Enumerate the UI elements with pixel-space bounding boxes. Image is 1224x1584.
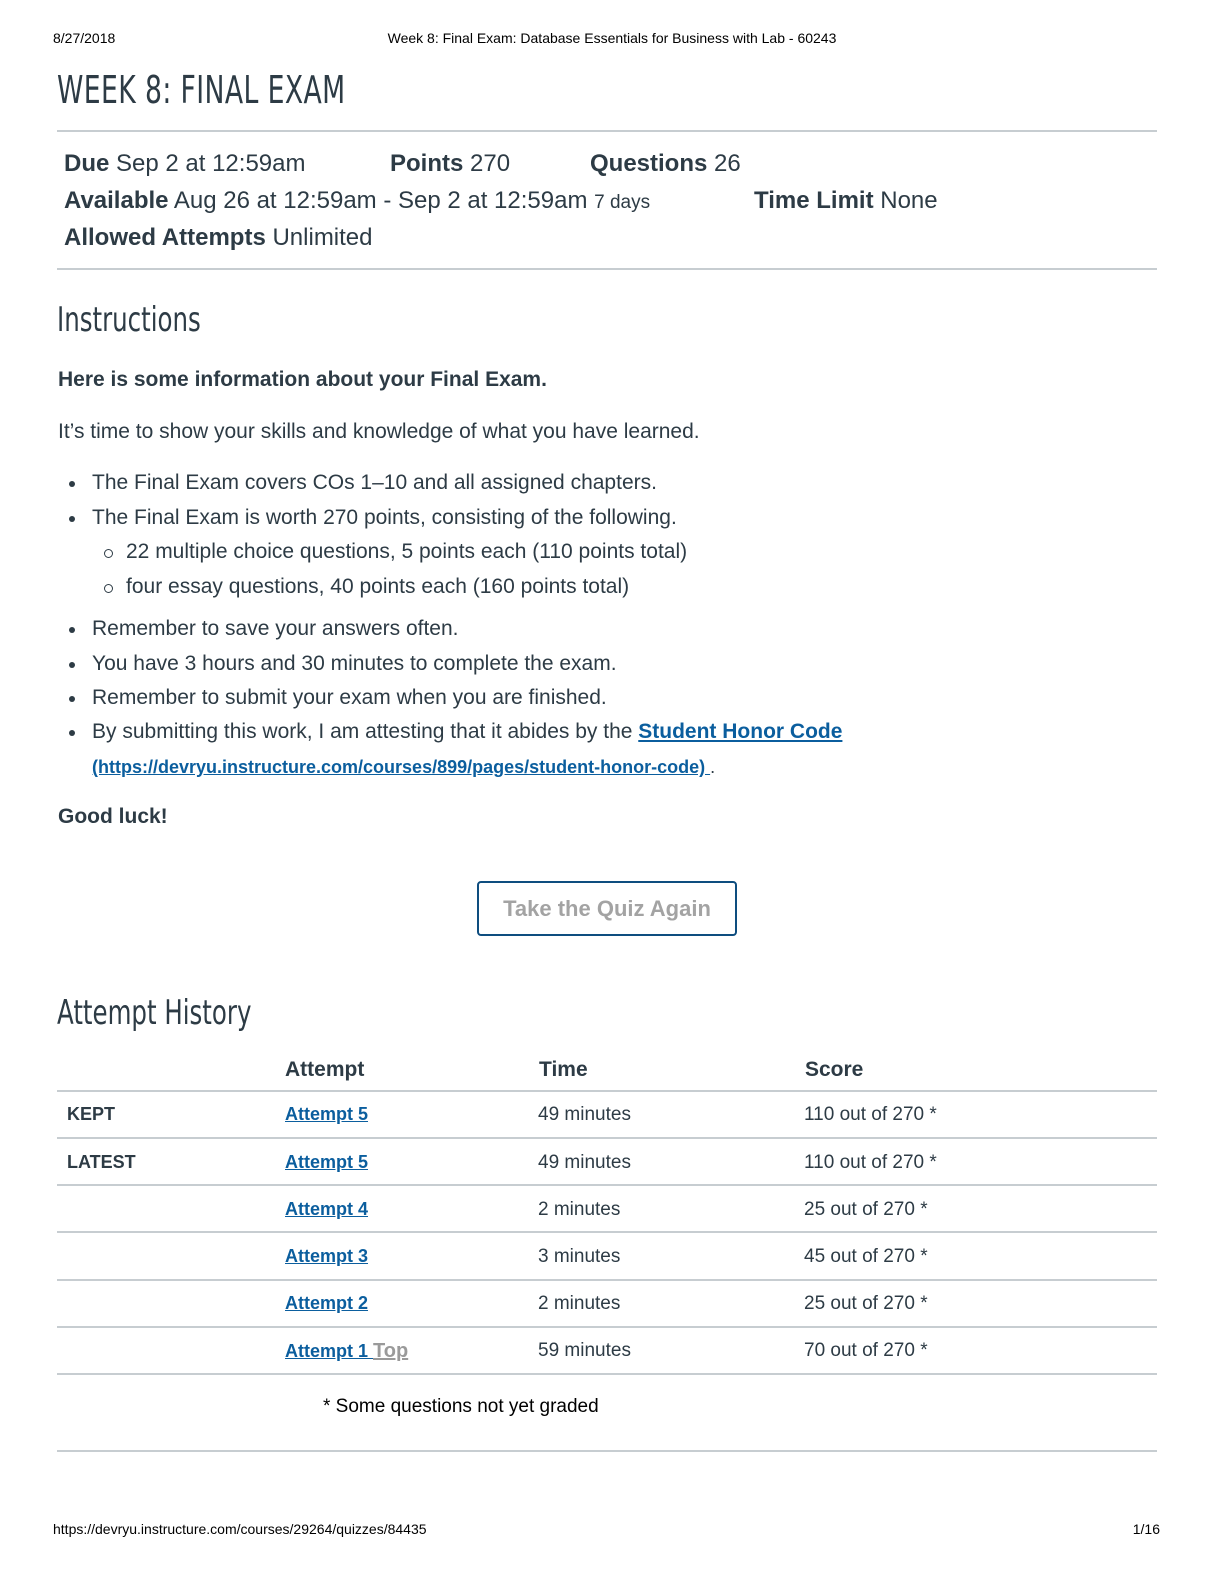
attempt-link[interactable]: Attempt 5 [285,1152,369,1172]
meta-row-1 [64,150,305,178]
available-value: Aug 26 at 12:59am - Sep 2 at 12:59am [173,187,588,214]
student-honor-code-link[interactable]: Student Honor Code [638,720,843,743]
table-divider [57,1137,1157,1139]
questions [590,150,741,178]
available [64,187,650,215]
page-number: 1/16 [1132,1521,1160,1537]
sub-list-item: four essay questions, 40 points each (160 points total) [126,575,630,598]
column-header-time: Time [539,1058,588,1081]
column-header-attempt: Attempt [285,1058,365,1081]
attempt-time: 49 minutes [538,1104,631,1125]
list-item-honor [92,720,842,744]
table-divider [57,1373,1157,1375]
attempt-score: 45 out of 270 * [804,1246,928,1267]
allowed-attempts [64,224,373,252]
time-limit-label: Time Limit [754,187,874,214]
row-label: LATEST [67,1152,136,1172]
honor-text: By submitting this work, I am attesting that it abides by the [92,720,639,743]
attempt-time: 2 minutes [538,1293,621,1314]
due-label: Due [64,150,110,177]
attempt-score: 110 out of 270 * [804,1104,937,1125]
divider [57,1450,1157,1452]
time-limit-value: None [880,187,938,214]
attempt-link[interactable]: Attempt 1 [285,1341,374,1361]
divider [57,268,1157,270]
attempt-history-heading: Attempt History [57,993,252,1033]
honor-url-link[interactable]: (https://devryu.instructure.com/courses/899/pages/student-honor-code) [92,757,711,777]
table-divider [57,1231,1157,1233]
list-item: Remember to save your answers often. [92,617,459,640]
attempts-label: Allowed Attempts [64,224,266,251]
time-limit [754,187,938,215]
attempt-time: 2 minutes [538,1199,621,1220]
attempt-link[interactable]: Attempt 2 [285,1293,369,1313]
print-doc-title: Week 8: Final Exam: Database Essentials for Business with Lab - 60243 [387,30,837,46]
sub-list-item: 22 multiple choice questions, 5 points each (110 points total) [126,540,688,563]
available-duration: 7 days [594,192,651,213]
attempt-cell [285,1340,408,1363]
table-divider [57,1184,1157,1186]
points-value: 270 [470,150,511,177]
list-item: Remember to submit your exam when you are finished. [92,686,607,709]
available-label: Available [64,187,169,214]
points [390,150,510,178]
table-divider [57,1279,1157,1281]
due-value: Sep 2 at 12:59am [116,150,306,177]
attempt-time: 59 minutes [538,1340,631,1361]
print-date: 8/27/2018 [53,30,116,46]
divider [57,130,1157,132]
list-item: The Final Exam is worth 270 points, consisting of the following. [92,506,677,529]
print-header [0,30,1224,50]
footnote: * Some questions not yet graded [323,1396,599,1417]
take-quiz-again-button[interactable]: Take the Quiz Again [477,881,737,936]
good-luck: Good luck! [58,805,168,828]
attempts-value: Unlimited [272,224,373,251]
attempt-time: 49 minutes [538,1152,631,1173]
attempt-score: 25 out of 270 * [804,1293,928,1314]
print-url: https://devryu.instructure.com/courses/29264/quizzes/84435 [53,1521,427,1537]
table-divider [57,1326,1157,1328]
list-item: The Final Exam covers COs 1–10 and all assigned chapters. [92,471,657,494]
attempt-score: 70 out of 270 * [804,1340,928,1361]
row-label: KEPT [67,1104,116,1124]
attempt-link[interactable]: Attempt 5 [285,1104,369,1124]
attempt-link[interactable]: Attempt 4 [285,1199,369,1219]
attempt-time: 3 minutes [538,1246,621,1267]
attempt-link[interactable]: Attempt 3 [285,1246,369,1266]
column-header-score: Score [805,1058,864,1081]
questions-value: 26 [714,150,741,177]
intro-bold: Here is some information about your Final Exam. [58,368,547,391]
honor-period: . [710,757,716,777]
attempt-score: 110 out of 270 * [804,1152,937,1173]
table-divider [57,1090,1157,1092]
page-title: WEEK 8: FINAL EXAM [57,68,346,112]
list-item: You have 3 hours and 30 minutes to complete the exam. [92,652,617,675]
intro-text: It’s time to show your skills and knowledge of what you have learned. [58,420,700,443]
honor-url-line [92,757,715,778]
questions-label: Questions [590,150,708,177]
back-to-top-link[interactable]: Top [373,1340,409,1362]
instructions-heading: Instructions [57,300,201,340]
attempt-score: 25 out of 270 * [804,1199,928,1220]
points-label: Points [390,150,464,177]
